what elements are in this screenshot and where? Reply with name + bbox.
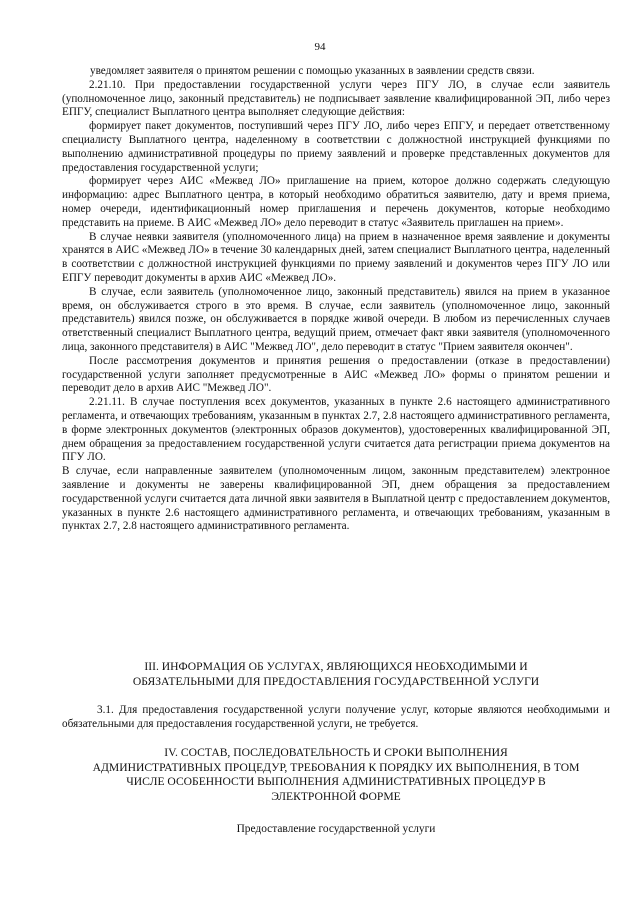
section-4-heading-line-1: IV. СОСТАВ, ПОСЛЕДОВАТЕЛЬНОСТЬ И СРОКИ ВЫПОЛНЕНИЯ (164, 746, 508, 759)
section-4-heading-line-4: ЭЛЕКТРОННОЙ ФОРМЕ (271, 789, 401, 803)
paragraph-2-21-11: 2.21.11. В случае поступления всех документов, указанных в пункте 2.6 настоящего административного регламента, и отвечающих требованиям, указанным в пунктах 2.7, 2.8 настоящего административного регламента, в форме электронных документов (электронных образов документов), удостоверенных квалифицированной ЭП, днем обращения за предоставлением государственной услуги считается дата регистрации приема документов на ПГУ ЛО. (62, 396, 610, 464)
paragraph-after-review: После рассмотрения документов и принятия решения о предоставлении (отказе в предоставлении) государственной услуги заполняет предусмотренные в АИС «Межвед ЛО» формы о принятом решении и переводит дело в архив АИС "Межвед ЛО". (62, 354, 610, 395)
paragraph-3-1: 3.1. Для предоставления государственной услуги получение услуг, которые являются необходимыми и обязательными для предоставления государственной услуги, не требуется. (62, 704, 610, 730)
section-4-heading-line-3: ЧИСЛЕ ОСОБЕННОСТИ ВЫПОЛНЕНИЯ АДМИНИСТРАТИВНЫХ ПРОЦЕДУР В (126, 775, 546, 788)
section-3-heading-line-1: III. ИНФОРМАЦИЯ ОБ УСЛУГАХ, ЯВЛЯЮЩИХСЯ НЕОБХОДИМЫМИ И (144, 660, 528, 673)
subheading: Предоставление государственной услуги (236, 823, 436, 835)
section-3-heading (62, 659, 610, 689)
paragraph-invitation: формирует через АИС «Межвед ЛО» приглашение на прием, которое должно содержать следующую информацию: адрес Выплатного центра, в который необходимо обратиться заявителю, дату и время приема, номер очереди, идентификационный номер приглашения и перечень документов, которые необходимо представить на приеме. В АИС «Межвед ЛО» дело переводит в статус «Заявитель приглашен на прием». (62, 175, 610, 229)
paragraph-not-signed: В случае, если направленные заявителем (уполномоченным лицом, законным представителем) электронное заявление и документы не заверены квалифицированной ЭП, днем обращения за предоставлением государственной услуги считается дата личной явки заявителя в Выплатной центр с предоставлением документов, указанных в пункте 2.6 настоящего административного регламента, и отвечающих требованиям, указанным в пунктах 2.7, 2.8 настоящего административного регламента. (62, 465, 610, 533)
body-text (62, 65, 610, 534)
paragraph-appeared: В случае, если заявитель (уполномоченное лицо, законный представитель) явился на прием в указанное время, он обслуживается строго в это время. В случае, если заявитель (уполномоченное лицо, законный представитель) явился позже, он обслуживается в порядке живой очереди. В любом из перечисленных случаев ответственный специалист Выплатного центра, ведущий прием, отмечает факт явки заявителя (уполномоченного лица, законного представителя) в АИС "Межвед ЛО", дело переводит в статус "Прием заявителя окончен". (62, 285, 610, 353)
section-3-heading-line-2: ОБЯЗАТЕЛЬНЫМИ ДЛЯ ПРЕДОСТАВЛЕНИЯ ГОСУДАРСТВЕННОЙ УСЛУГИ (132, 675, 540, 688)
paragraph-forms-package: формирует пакет документов, поступивший через ПГУ ЛО, либо через ЕПГУ, и передает ответственному специалисту Выплатного центра, наделенному в соответствии с должностной инструкцией функциями по выполнению административной процедуры по приему заявлений и проверке представленных документов для предоставления государственной услуги; (62, 120, 610, 174)
section-4-heading-line-2: АДМИНИСТРАТИВНЫХ ПРОЦЕДУР, ТРЕБОВАНИЯ К ПОРЯДКУ ИХ ВЫПОЛНЕНИЯ, В ТОМ (92, 760, 580, 774)
page-number: 94 (314, 41, 326, 53)
paragraph-2-21-10: 2.21.10. При предоставлении государственной услуги через ПГУ ЛО, в случае если заявитель (уполномоченное лицо, законный представитель) не подписывает заявление квалифицированной ЭП, либо через ЕПГУ, специалист Выплатного центра выполняет следующие действия: (62, 78, 610, 119)
paragraph-notification: уведомляет заявителя о принятом решении с помощью указанных в заявлении средств связи. (90, 65, 535, 77)
section-4-heading (62, 746, 610, 804)
paragraph-no-show: В случае неявки заявителя (уполномоченного лица) на прием в назначенное время заявление и документы хранятся в АИС «Межвед ЛО» в течение 30 календарных дней, затем специалист Выплатного центра, наделенный в соответствии с должностной инструкцией функциями по приему заявлений и документов через ПГУ ЛО или ЕПГУ переводит документы в архив АИС «Межвед ЛО». (62, 230, 610, 284)
